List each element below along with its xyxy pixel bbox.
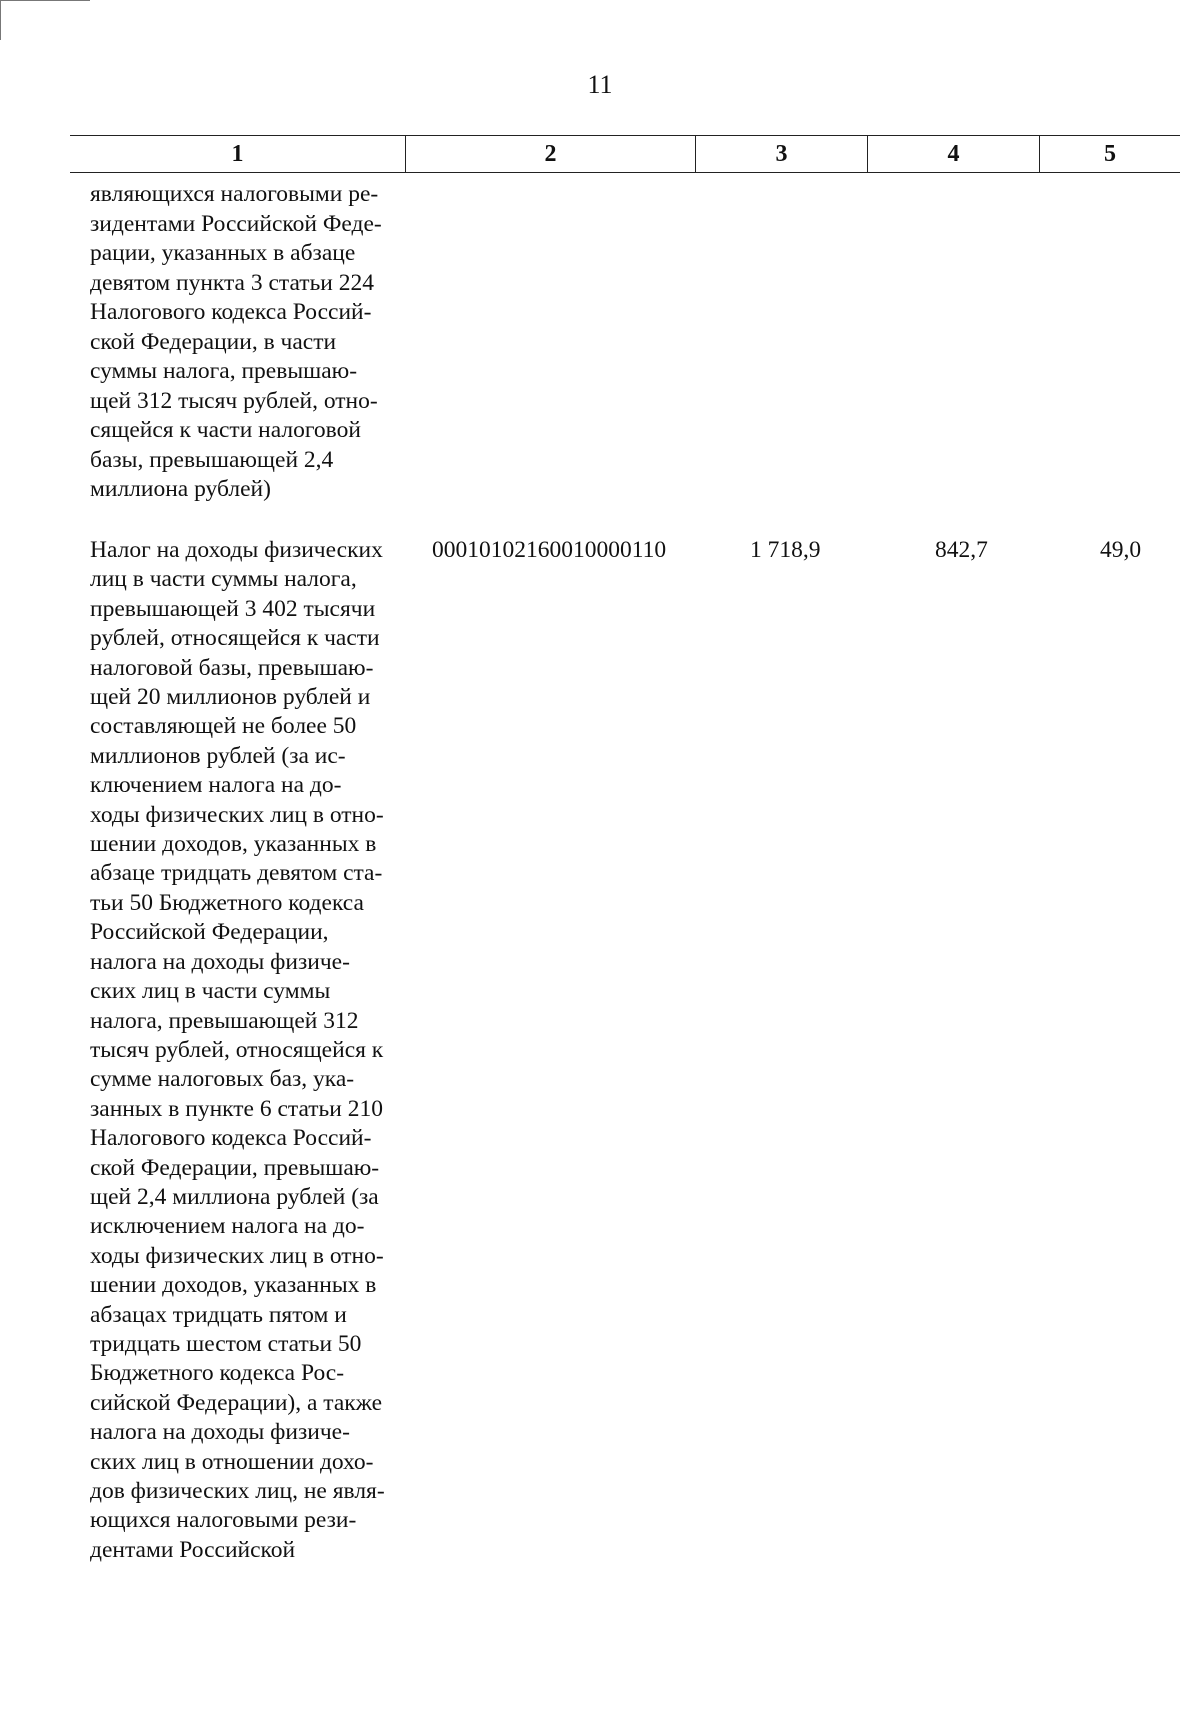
column-header-4: 4 [867,136,1039,172]
column-header-2: 2 [405,136,695,172]
column-header-1: 1 [231,141,244,167]
scan-edge-left [0,0,1,40]
row-value-column-4: 842,7 [935,537,988,563]
column-header-5: 5 [1039,136,1180,172]
table-header [70,135,1180,173]
row-budget-code: 00010102160010000110 [432,537,667,563]
row-value-column-3: 1 718,9 [750,537,821,563]
row-description: Налог на доходы физических лиц в части суммы налога, превышающей 3 402 тысячи рублей, относящейся к части налоговой базы, превышаю- щей 20 миллионов рублей и составляющей не более 50 миллионов рублей (за ис- ключением налога на до- ходы физических лиц в отно- шении доходов, указанных в абзаце тридцать девятом ста- тьи 50 Бюджетного кодекса Российской Федерации, налога на доходы физиче- ских лиц в части суммы налога, превышающей 312 тысяч рублей, относящейся к сумме налоговых баз, ука- занных в пункте 6 статьи 210 Налогового кодекса Россий- ской Федерации, превышаю- щей 2,4 миллиона рублей (за исключением налога на до- ходы физических лиц в отно- шении доходов, указанных в абзацах тридцать пятом и тридцать шестом статьи 50 Бюджетного кодекса Рос- сийской Федерации), а также налога на доходы физиче- ских лиц в отношении дохо- дов физических лиц, не явля- ющихся налоговыми рези- дентами Российской [90,537,385,1563]
row-value-column-5: 49,0 [1100,537,1142,563]
page-number: 11 [587,70,613,99]
column-header-3: 3 [695,136,867,172]
continuation-description: являющихся налоговыми ре- зидентами Российской Феде- рации, указанных в абзаце девятом пункта 3 статьи 224 Налогового кодекса Россий- ской Федерации, в части суммы налога, превышаю- щей 312 тысяч рублей, отно- сящейся к части налоговой базы, превышающей 2,4 миллиона рублей) [90,181,382,502]
scan-edge-top [0,0,90,1]
